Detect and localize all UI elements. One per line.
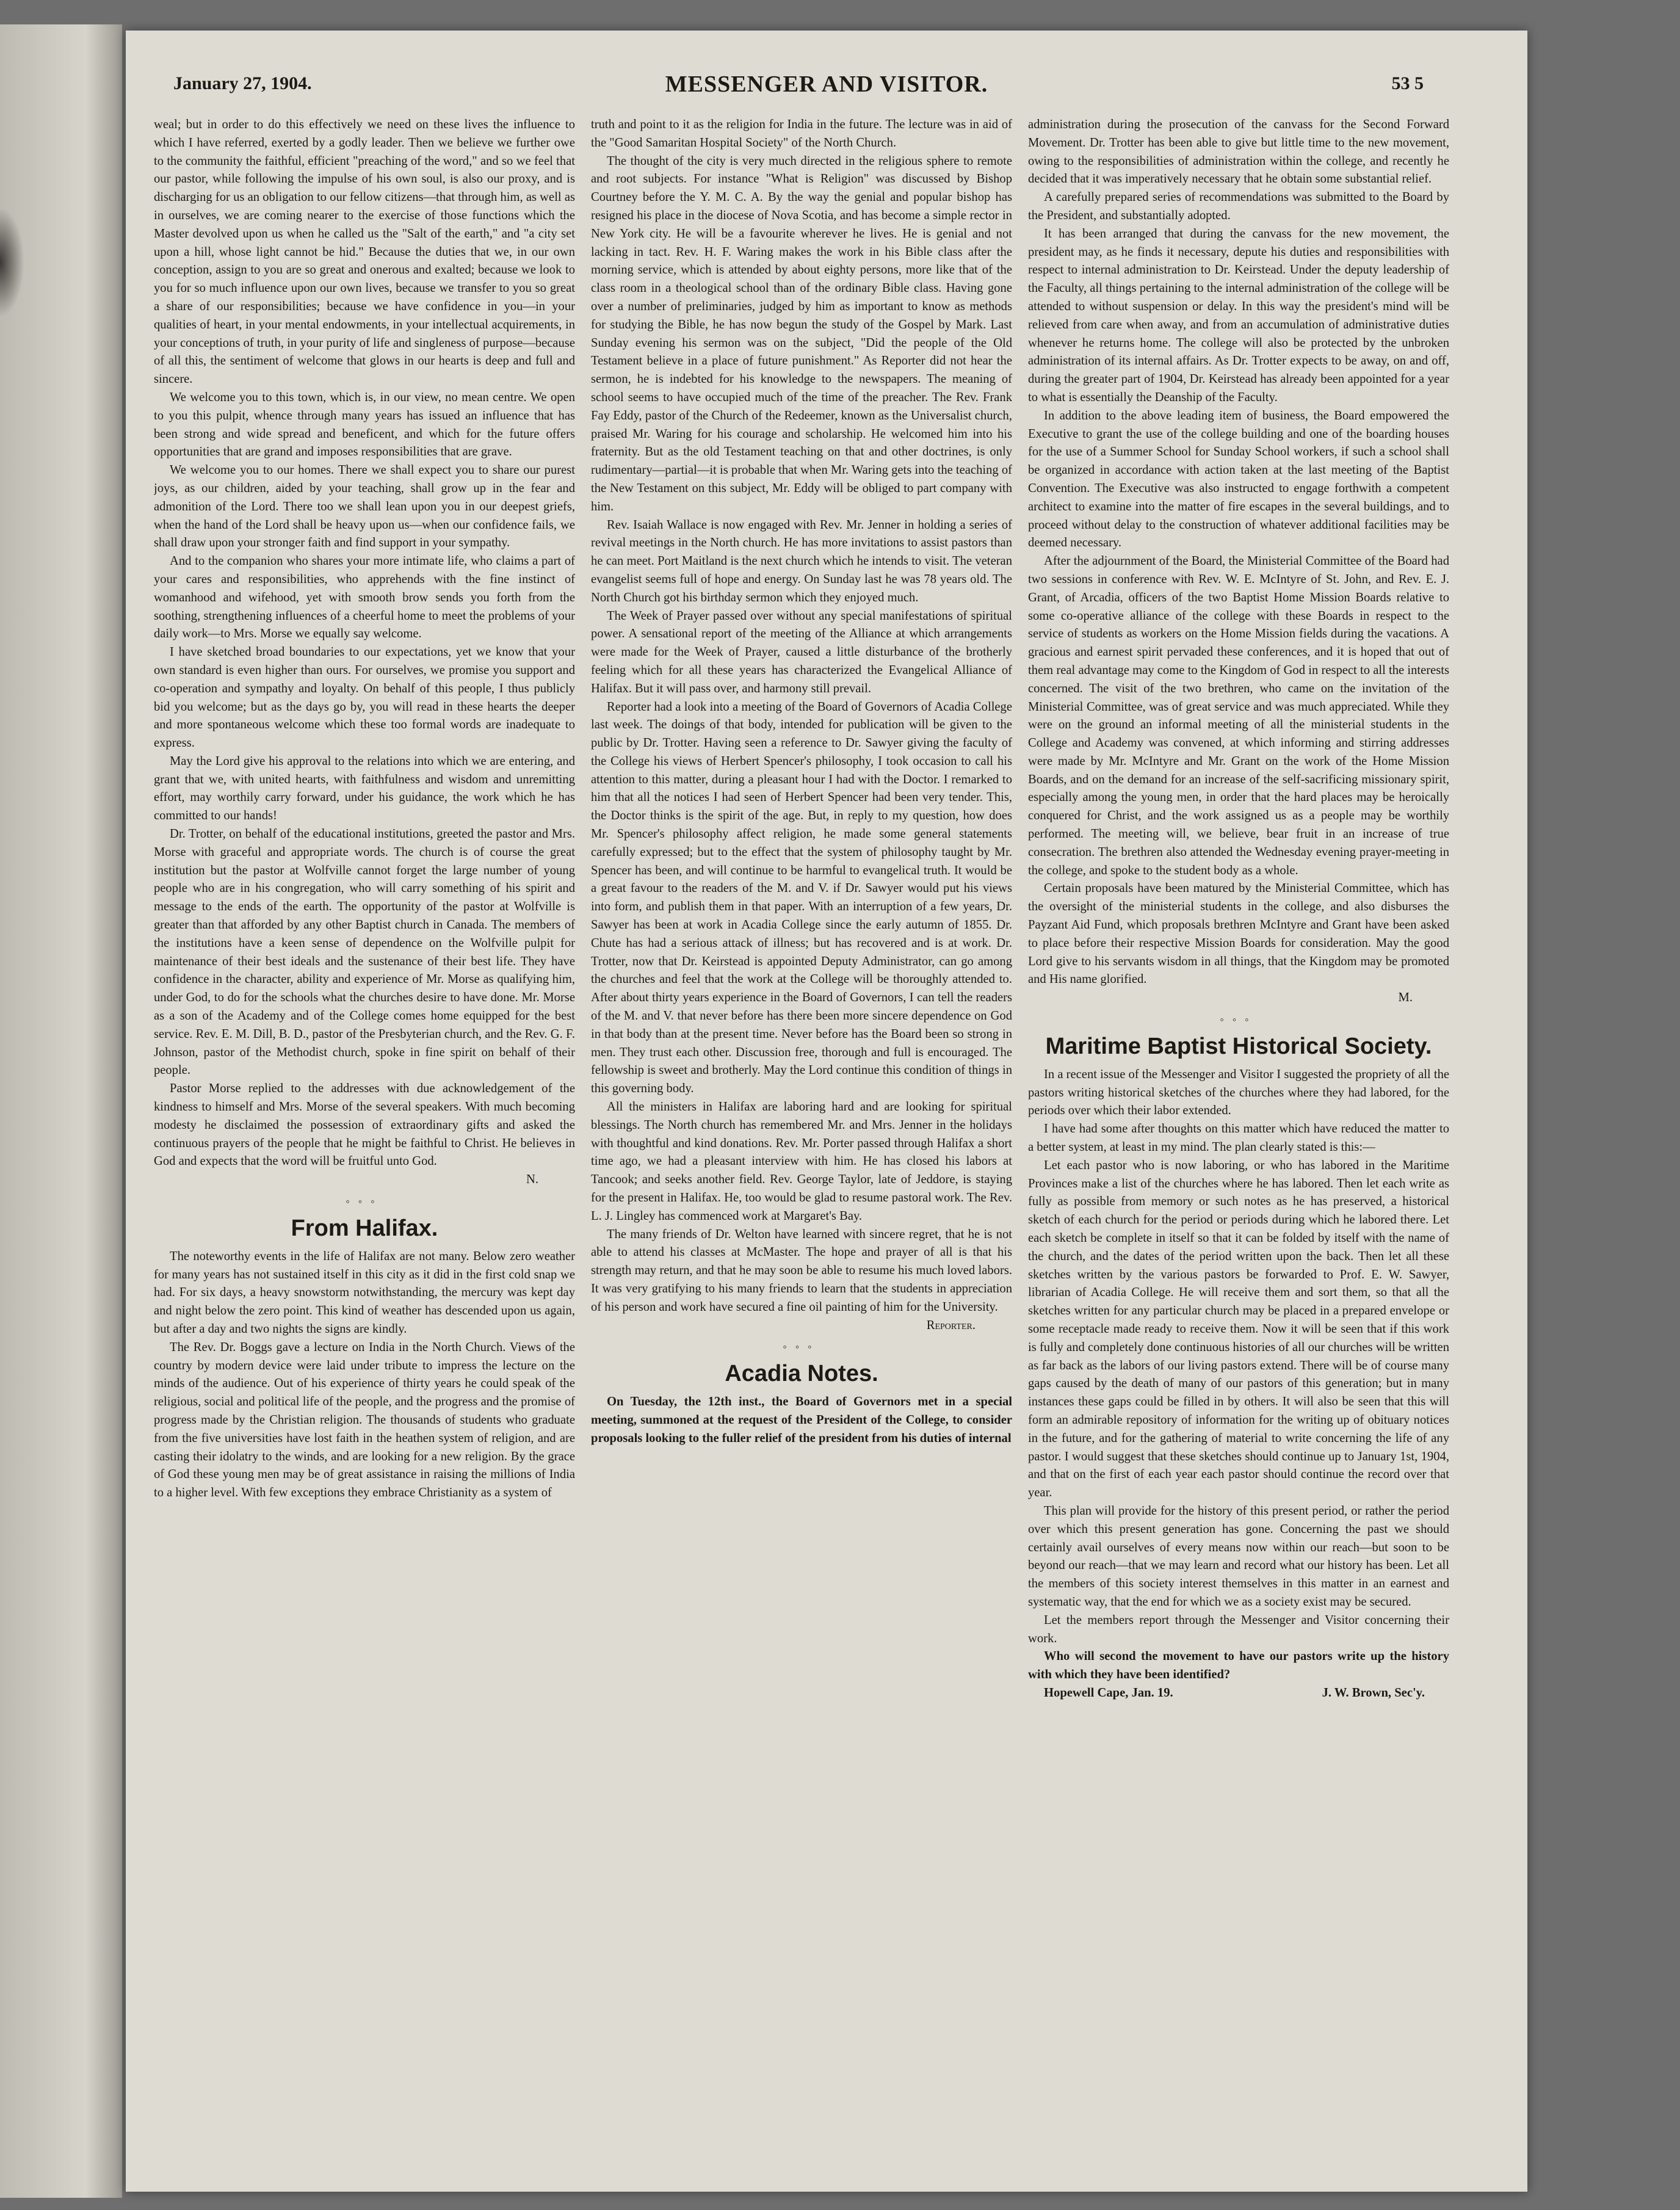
article-paragraph: The many friends of Dr. Welton have learned with sincere regret, that he is not able to attend his classes at McMaster. The hope and prayer of all is that his strength may return, and that he may soon be able to resume his much loved labors. It was very gratifying to his many friends to learn that the students in appreciation of his person and work have secured a fine oil painting of him for the University. — [591, 1227, 1012, 1314]
article-paragraph: Pastor Morse replied to the addresses with due acknowledgement of the kindness to himself and Mrs. Morse of the several speakers. With much becoming modesty he disclaimed the possession of extraordinary gifts and asked the continuous prayers of the people that he might be faithful to Christ. He believes in God and expects that the word will be fruitful unto God. — [154, 1082, 575, 1168]
article-paragraph: After the adjournment of the Board, the Ministerial Committee of the Board had two sessions in conference with Rev. W. E. McIntyre of St. John, and Rev. E. J. Grant, of Arcadia, officers of the two Baptist Home Mission Boards relative to some co-operative alliance of the college with these Boards in respect to the service of students as workers on the Home Mission fields during the vacations. A gracious and earnest spirit pervaded these conferences, and it is hoped that out of them real advantage may come to the Kingdom of God in respect to all the interests concerned. The visit of the two brethren, who came on the invitation of the Ministerial Committee, was of great service and was much appreciated. While they were on the ground an informal meeting of all the ministerial students in the College and Academy was convened, at which informing and stirring addresses were made by Mr. McIntyre and Mr. Grant on the work of the Home Mission Boards, and on the demand for an increase of the self-sacrificing missionary spirit, especially among the young men, in order that the hard places may be heroically conquered for Christ, and the work assigned us as a people may be worthily performed. The meeting will, we believe, bear fruit in an increase of true consecration. The brethren also attended the Wednesday evening prayer-meeting in the college, and spoke to the student body as a whole. — [1028, 554, 1449, 877]
article-signoff: N. — [526, 1173, 538, 1187]
column-3 — [1028, 116, 1449, 2167]
article-paragraph: Rev. Isaiah Wallace is now engaged with Rev. Mr. Jenner in holding a series of revival meetings in the North church. He has more invitations to assist pastors than he can meet. Port Maitland is the next church which he intends to visit. The veteran evangelist seems full of hope and energy. On Sunday last he was 78 years old. The North Church got his birthday sermon which they enjoyed much. — [591, 518, 1012, 604]
article-paragraph: It has been arranged that during the canvass for the new movement, the president may, as he finds it necessary, depute his duties and responsibilities with respect to internal administration to Dr. Keirstead. Under the deputy leadership of the Faculty, all things pertaining to the internal administration of the college will be attended to without suspension or delay. In this way the president's mind will be relieved from care when away, and from an accumulation of administrative duties whenever he returns home. The college will also be protected by the unbroken administration of its internal affairs. As Dr. Trotter expects to be away, on and off, during the greater part of 1904, Dr. Keirstead has already been appointed for a year to what is essentially the Deanship of the Faculty. — [1028, 226, 1449, 404]
article-paragraph: In addition to the above leading item of business, the Board empowered the Executive to grant the use of the college building and one of the boarding houses for the use of a Summer School for Sunday School workers, if such a school shall be organized in accordance with action taken at the last meeting of the Baptist Convention. The Executive was also instructed to engage forthwith a competent architect to examine into the matter of fire escapes in the several buildings, and to proceed without delay to the construction of whatever additional facilities may be deemed necessary. — [1028, 408, 1449, 550]
article-paragraph: We welcome you to our homes. There we shall expect you to share our purest joys, as our children, aided by your teaching, shall grow up in the fear and admonition of the Lord. There too we shall lean upon you in our deepest griefs, when the hand of the Lord shall be heavy upon us—when our confidence fails, we shall draw upon your stronger faith and find support in your sympathy. — [154, 463, 575, 550]
article-paragraph: On Tuesday, the 12th inst., the Board of Governors met in a special meeting, summoned at the request of the President of the College, to consider proposals looking to the fuller relief of the president from his duties of internal — [591, 1395, 1012, 1445]
adjacent-page-edge — [0, 24, 122, 2198]
article-paragraph: In a recent issue of the Messenger and Visitor I suggested the propriety of all the pastors writing historical sketches of the churches where they had labored, for the periods over which their labor extended. — [1028, 1067, 1449, 1118]
article-paragraph: I have sketched broad boundaries to our expectations, yet we know that your own standard is even higher than ours. For ourselves, we promise you support and co-operation and sympathy and loyalty. On behalf of this people, I thus publicly bid you welcome; but as the days go by, you will read in these hearts the deeper and more spontaneous welcome which these too formal words are inadequate to express. — [154, 645, 575, 750]
article-paragraph: And to the companion who shares your more intimate life, who claims a part of your cares and responsibilities, who apprehends with the fine instinct of womanhood and wifehood, yet with smooth brow sends you forth from the soothing, strengthening influences of a cheerful home to meet the problems of your daily work—to Mrs. Morse we equally say welcome. — [154, 554, 575, 641]
page-number: 53 5 — [1391, 73, 1424, 93]
article-paragraph: A carefully prepared series of recommendations was submitted to the Board by the President, and substantially adopted. — [1028, 190, 1449, 222]
section-separator: ◦◦◦ — [783, 1341, 820, 1353]
adjacent-page-fragment — [0, 208, 24, 317]
column-2 — [591, 116, 1012, 2167]
article-paragraph: Certain proposals have been matured by the Ministerial Committee, which has the oversight of the ministerial students in the college, and also disburses the Payzant Aid Fund, which proposals brethren McIntyre and Grant have been asked to place before their respective Mission Boards for consideration. May the good Lord give to his servants wisdom in all things, that the Kingdom may be promoted and His name glorified. — [1028, 882, 1449, 987]
signature-row — [1028, 1684, 1449, 1703]
article-signoff: Reporter. — [926, 1318, 976, 1332]
article-paragraph: The thought of the city is very much directed in the religious sphere to remote and root subjects. For instance "What is Religion" was discussed by Bishop Courtney before the Y. M. C. A. By the way the genial and popular bishop has resigned his place in the diocese of Nova Scotia, and has become a simple rector in New York city. He will be a favourite wherever he lives. He is genial and not lacking in tact. Rev. H. F. Waring makes the work in his Bible class after the morning service, which is attended by about eighty persons, more like that of the class room in a theological school than of the ordinary Bible class. Having gone over a number of preliminaries, judged by him as important to know as methods for studying the Bible, he has now begun the study of the Gospel by Mark. Last Sunday evening his sermon was on the subject, "Did the people of the Old Testament believe in a place of future punishment." As Reporter did not hear the sermon, he is indebted for his knowledge to the newspapers. The meaning of school seems to have occupied much of the time of the preacher. The Rev. Frank Fay Eddy, pastor of the Church of the Redeemer, known as the Universalist church, praised Mr. Waring for his courage and scholarship. He welcomed him into his fraternity. But as the old Testament teaching on that and other doctrines, is only rudimentary—partial—it is probable that when Mr. Waring gets into the teaching of the New Testament on this subject, Mr. Eddy will be obliged to part company with him. — [591, 154, 1012, 513]
article-paragraph: We welcome you to this town, which is, in our view, no mean centre. We open to you this pulpit, whence through many years has issued an influence that has been strong and wide spread and beneficent, and which for the future offers opportunities that are grand and imposes responsibilities that are grave. — [154, 390, 575, 459]
article-paragraph: Dr. Trotter, on behalf of the educational institutions, greeted the pastor and Mrs. Morse with graceful and appropriate words. The church is of course the great institution but the pastor at Wolfville cannot forget the large number of young people who are in his congregation, who will carry something of his spirit and message to the ends of the earth. The opportunity of the pastor at Wolfville is greater than that afforded by any other Baptist church in Canada. The members of the institutions have a keen sense of dependence on the Wolfville pulpit for maintenance of their best ideals and the sustenance of their best life. They have confidence in the character, ability and experience of Mr. Morse as qualifying him, under God, to do for the schools what the churches desire to have done. Mr. Morse as a son of the Academy and of the College comes home equipped for the best service. Rev. E. M. Dill, B. D., pastor of the Presbyterian church, and the Rev. G. F. Johnson, pastor of the Methodist church, spoke in fine spirit on behalf of their people. — [154, 827, 575, 1078]
article-paragraph: administration during the prosecution of the canvass for the Second Forward Movement. Dr. Trotter has been able to give but little time to the new movement, owing to the responsibilities of administration within the college, and recently he decided that it was imperatively necessary that he obtain some substantial relief. — [1028, 118, 1449, 186]
article-paragraph: May the Lord give his approval to the relations into which we are entering, and grant that we, with united hearts, with faithfulness and wisdom and unremitting effort, may worthily carry forward, under his guidance, the work which he has committed to our hands! — [154, 754, 575, 823]
place-date: Hopewell Cape, Jan. 19. — [1044, 1686, 1173, 1700]
article-paragraph: All the ministers in Halifax are laboring hard and are looking for spiritual blessings. The North church has remembered Mr. and Mrs. Jenner in the holidays with thoughtful and kind donations. Rev. Mr. Porter passed through Halifax a short time ago, we had a pleasant interview with him. He has closed his labors at Tancook; and seeks another field. Rev. George Taylor, late of Jeddore, is staying for the present in Halifax. He, too would be glad to resume pastoral work. The Rev. L. J. Lingley has commenced work at Margaret's Bay. — [591, 1100, 1012, 1223]
article-paragraph: weal; but in order to do this effectively we need on these lives the influence to which I have referred, exerted by a godly leader. Then we believe we further owe to the community the faithful, efficient "preaching of the word," and so we feel that our pastor, while following the impulse of his own soul, is also our proxy, and is discharging for us an obligation to our fellow citizens—that through him, as well as in ourselves, we are coming nearer to the exercise of those functions which the Master devolved upon us when he called us the "Salt of the earth," and "a city set upon a hill, whose light cannot be hid." Because the duties that we, in our own conception, assign to you are so great and onerous and exalted; because we look to you for so much influence upon our own lives, because we transfer to you so great a share of our responsibilities; because we have confidence in you—in your qualities of heart, in your mental endowments, in your intellectual acquirements, in your conceptions of truth, in your purity of life and singleness of purpose—because of all this, the sentiment of welcome that glows in our hearts is deep and full and sincere. — [154, 118, 575, 386]
article-paragraph: I have had some after thoughts on this matter which have reduced the matter to a better system, at least in my mind. The plan clearly stated is this:— — [1028, 1122, 1449, 1154]
article-paragraph: The Week of Prayer passed over without any special manifestations of spiritual power. A sensational report of the meeting of the Alliance at which arrangements were made for the Week of Prayer, caused a little disturbance of the brotherly feeling which for all these years has characterized the Evangelical Alliance of Halifax. But it will pass over, and harmony still prevail. — [591, 609, 1012, 695]
section-separator: ◦◦◦ — [1220, 1013, 1258, 1026]
article-paragraph: truth and point to it as the religion for India in the future. The lecture was in aid of the "Good Samaritan Hospital Society" of the North Church. — [591, 118, 1012, 150]
article-signoff: M. — [1398, 991, 1413, 1005]
article-paragraph: The noteworthy events in the life of Halifax are not many. Below zero weather for many years has not sustained itself in this city as it did in the first cold snap we had. For six days, a heavy snowstorm notwithstanding, the mercury was kept day and night below the zero point. This kind of weather has descended upon us again, but after a day and two nights the signs are kindly. — [154, 1249, 575, 1336]
newspaper-page — [126, 31, 1527, 2192]
article-paragraph: Let each pastor who is now laboring, or who has labored in the Maritime Provinces make a list of the churches where he has labored. Then let each write as fully as possible from memory or such notes as he has preserved, a historical sketch of each church for the period or periods during which he labored there. Let each sketch be complete in itself so that it can be folded by itself with the name of the church, and the dates of the period written upon the back. Then let all these sketches written by the various pastors be forwarded to Prof. E. W. Sawyer, librarian of Acadia College. He will receive them and sort them, so that all the sketches written for any particular church may be placed in a prepared envelope or some receptacle made ready to receive them. Now it will be seen that if this work is fully and completely done continuous histories of all our churches will be written as far back as the labors of our living pastors extend. There will be of course many gaps caused by the death of many of our pastors of this generation; but in many instances these gaps could be filled in by others. It will also be seen that this will form an admirable repository of information for the writing up of obituary notices in the future, and for the gathering of material to write concerning the life of any pastor. I would suggest that these sketches should continue up to January 1st, 1904, and that on the first of each year each pastor should continue the record over that year. — [1028, 1158, 1449, 1500]
section-heading-acadia-notes: Acadia Notes. — [725, 1361, 878, 1387]
article-paragraph: This plan will provide for the history of this present period, or rather the period over which this present generation has gone. Concerning the past we should certainly avail ourselves of every means now within our reach—but soon to be beyond our reach—that we may learn and record what our history has been. Let all the members of this society interest themselves in this matter in an earnest and systematic way, that the end for which we as a society exist may be secured. — [1028, 1504, 1449, 1609]
masthead — [126, 67, 1527, 116]
article-paragraph: Reporter had a look into a meeting of the Board of Governors of Acadia College last week. The doings of that body, intended for publication will be given to the public by Dr. Trotter. Having seen a reference to Dr. Sawyer giving the faculty of the College his views of Herbert Spencer's philosophy, I took occasion to call his attention to this matter, during a pleasant hour I had with the Doctor. I remarked to him that all the notices I had seen of Herbert Spencer had been very tender. This, the Doctor thinks is the spirit of the age. But, in reply to my question, how does Mr. Spencer's philosophy affect religion, he made some general statements carefully expressed; but to the effect that the system of philosophy taught by Mr. Spencer has been, and will continue to be harmful to evangelical truth. It would be a great favour to the readers of the M. and V. if Dr. Sawyer would put his views into form, and publish them in that paper. With an interruption of a few years, Dr. Sawyer has been at work in Acadia College since the early autumn of 1855. Dr. Chute has had a serious attack of illness; but has recovered and is at work. Dr. Trotter, now that Dr. Keirstead is appointed Deputy Administrator, can go among the churches and feel that the work at the College will be thoroughly attended to. After about thirty years experience in the Board of Governors, I can tell the readers of the M. and V. that never before has there been more sincere dependence on God in that body than at the present time. Never before has the Board been so strong in men. They trust each other. Discussion free, thorough and full is encouraged. The fellowship is sweet and brotherly. May the Lord continue this condition of things in this governing body. — [591, 700, 1012, 1096]
paper-title: MESSENGER AND VISITOR. — [665, 71, 988, 97]
column-1 — [154, 116, 575, 2167]
section-heading-historical-society: Maritime Baptist Historical Society. — [1045, 1033, 1432, 1059]
issue-date: January 27, 1904. — [173, 73, 312, 93]
article-paragraph: Let the members report through the Messenger and Visitor concerning their work. — [1028, 1613, 1449, 1645]
section-heading-halifax: From Halifax. — [291, 1215, 438, 1241]
closing-line: Who will second the movement to have our pastors write up the history with which they have been identified? — [1028, 1650, 1449, 1682]
article-paragraph: The Rev. Dr. Boggs gave a lecture on India in the North Church. Views of the country by modern device were laid under tribute to impress the lecture on the minds of the audience. Out of his experience of thirty years he could speak of the religious, social and political life of the people, and the progress and the promise of progress made by the Christian religion. The thousands of students who graduate from the five universities have lost faith in the heathen system of religion, and are casting their idolatry to the winds, and are looking for a new religion. By the grace of God these young men may be of great assistance in raising the millions of India to a higher level. With few exceptions they embrace Christianity as a system of — [154, 1340, 575, 1500]
section-separator: ◦◦◦ — [346, 1195, 383, 1208]
secretary-signature: J. W. Brown, Sec'y. — [1322, 1686, 1425, 1700]
